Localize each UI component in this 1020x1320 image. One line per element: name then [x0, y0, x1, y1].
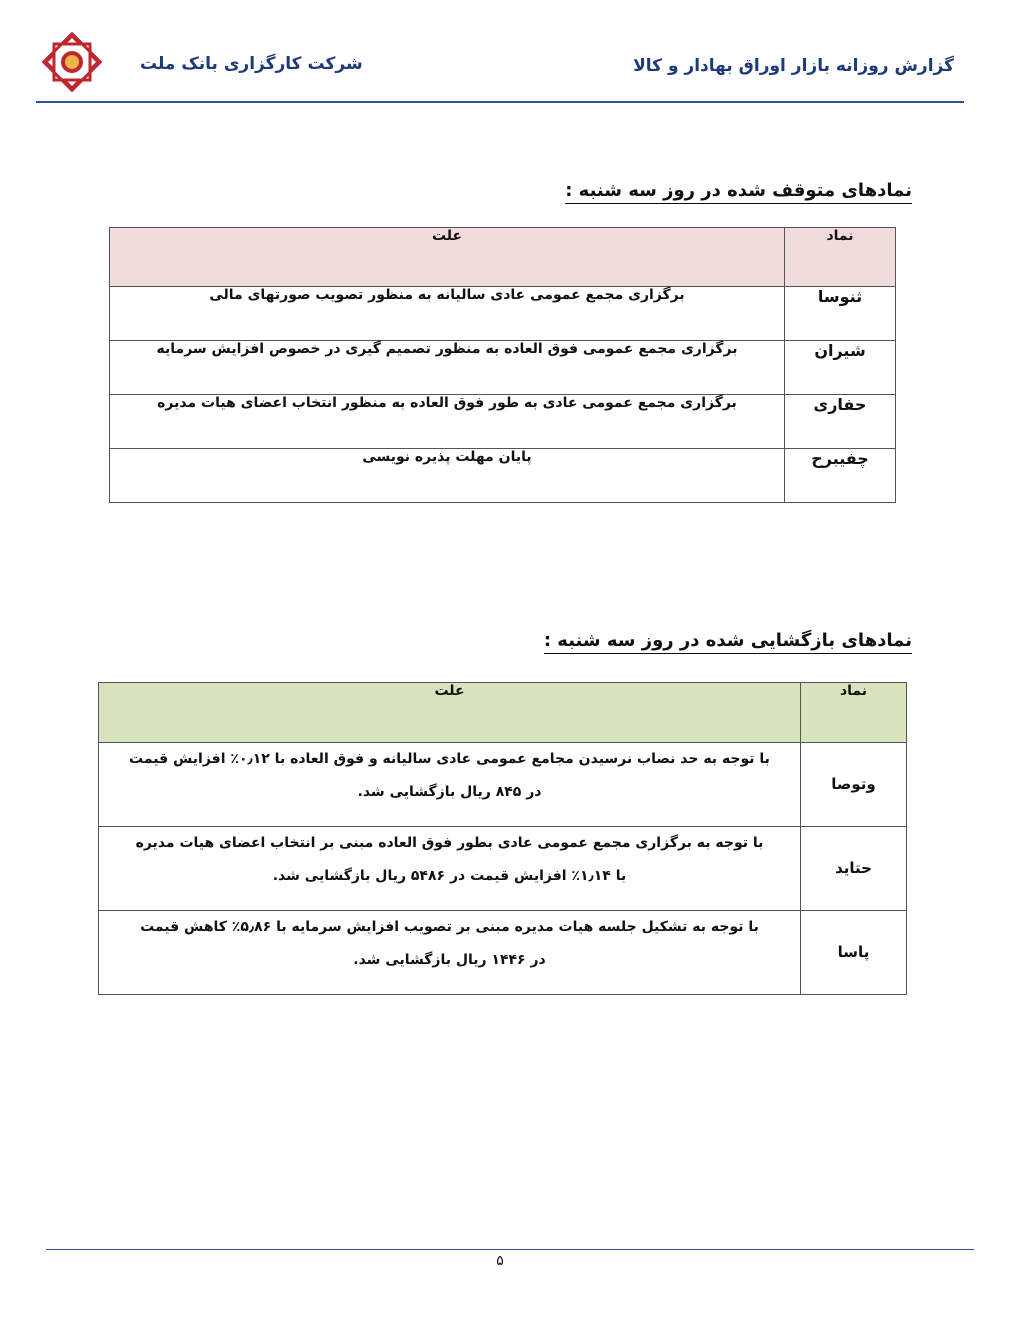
- table-row: [99, 827, 907, 911]
- symbol-cell: ثنوسا: [785, 287, 896, 341]
- symbol-cell: شیران: [785, 341, 896, 395]
- reason-line: با توجه به برگزاری مجمع عمومی عادی بطور فوق العاده مبنی بر انتخاب اعضای هیات مدیره: [135, 835, 764, 851]
- reason-line: با توجه به حد نصاب نرسیدن مجامع عمومی عادی سالیانه و فوق العاده با ۰٫۱۲٪ افزایش قیمت: [129, 751, 770, 767]
- reason-line: با توجه به تشکیل جلسه هیات مدیره مبنی بر تصویب افزایش سرمایه با ۵٫۸۶٪ کاهش قیمت: [140, 919, 759, 935]
- table-header-row: [110, 228, 896, 287]
- table-row: [99, 911, 907, 995]
- reason-cell: پایان مهلت پذیره نویسی: [110, 449, 785, 503]
- reason-cell: [99, 911, 801, 995]
- reason-line: با ۱٫۱۴٪ افزایش قیمت در ۵۴۸۶ ریال بازگشایی شد.: [272, 868, 627, 884]
- table-row: [110, 287, 896, 341]
- reason-column-header: علت: [110, 228, 785, 287]
- footer-divider: [46, 1249, 974, 1250]
- symbol-cell: حتاید: [801, 827, 907, 911]
- report-title: گزارش روزانه بازار اوراق بهادار و کالا: [633, 56, 954, 76]
- reason-column-header: علت: [99, 683, 801, 743]
- header-divider: [36, 101, 964, 103]
- reason-line: در ۱۴۴۶ ریال بازگشایی شد.: [353, 952, 546, 968]
- reopened-table: [98, 682, 907, 995]
- table-row: [110, 395, 896, 449]
- symbol-cell: حفاری: [785, 395, 896, 449]
- symbol-cell: وتوصا: [801, 743, 907, 827]
- company-name: شرکت کارگزاری بانک ملت: [140, 54, 363, 74]
- table-row: [110, 449, 896, 503]
- symbol-cell: چفیبرح: [785, 449, 896, 503]
- halted-table: [109, 227, 896, 503]
- reason-cell: برگزاری مجمع عمومی عادی به طور فوق العاده به منظور انتخاب اعضای هیات مدیره: [110, 395, 785, 449]
- reopened-section-title: نمادهای بازگشایی شده در روز سه شنبه :: [544, 630, 912, 654]
- bank-mellat-logo: [40, 30, 104, 94]
- table-row: [99, 743, 907, 827]
- halted-section-title: نمادهای متوقف شده در روز سه شنبه :: [565, 180, 912, 204]
- reason-line: در ۸۴۵ ریال بازگشایی شد.: [357, 784, 542, 800]
- reason-cell: [99, 827, 801, 911]
- reason-cell: برگزاری مجمع عمومی فوق العاده به منظور تصمیم گیری در خصوص افزایش سرمایه: [110, 341, 785, 395]
- reason-cell: [99, 743, 801, 827]
- symbol-cell: پاسا: [801, 911, 907, 995]
- symbol-column-header: نماد: [785, 228, 896, 287]
- symbol-column-header: نماد: [801, 683, 907, 743]
- page-number: ۵: [496, 1253, 504, 1269]
- table-row: [110, 341, 896, 395]
- reason-cell: برگزاری مجمع عمومی عادی سالیانه به منظور تصویب صورتهای مالی: [110, 287, 785, 341]
- table-header-row: [99, 683, 907, 743]
